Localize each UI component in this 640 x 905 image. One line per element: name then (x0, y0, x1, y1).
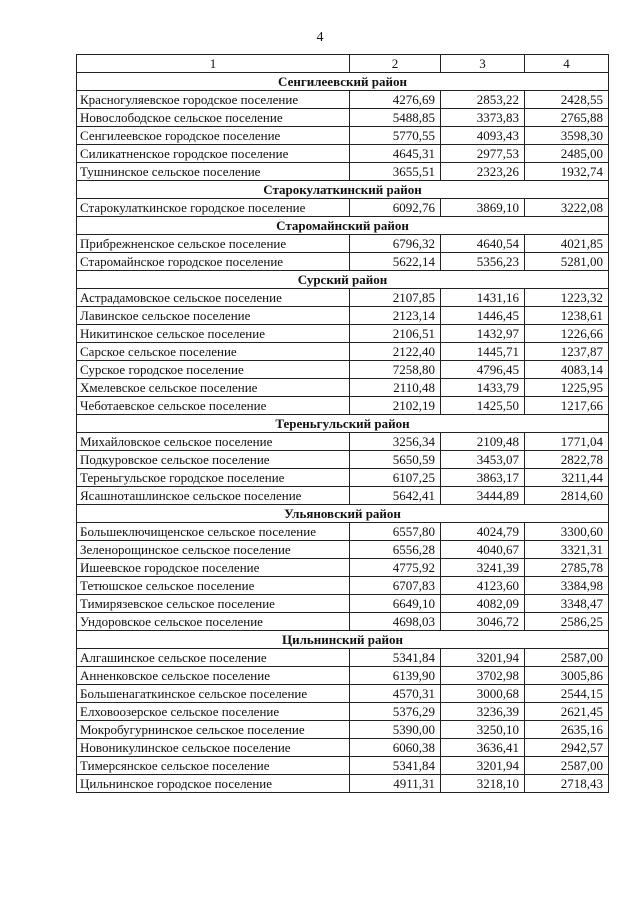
value-cell: 3236,39 (441, 703, 525, 721)
table-row (77, 613, 609, 631)
settlement-name-cell: Тимерсянское сельское поселение (77, 757, 350, 775)
value-cell: 3201,94 (441, 757, 525, 775)
district-header-row (77, 415, 609, 433)
table-header-row (77, 55, 609, 73)
value-cell: 6092,76 (350, 199, 441, 217)
column-header: 1 (77, 55, 350, 73)
value-cell: 2544,15 (525, 685, 609, 703)
value-cell: 2109,48 (441, 433, 525, 451)
table-row (77, 397, 609, 415)
value-cell: 3636,41 (441, 739, 525, 757)
value-cell: 4640,54 (441, 235, 525, 253)
value-cell: 3222,08 (525, 199, 609, 217)
value-cell: 5488,85 (350, 109, 441, 127)
value-cell: 5341,84 (350, 757, 441, 775)
table-row (77, 559, 609, 577)
value-cell: 3211,44 (525, 469, 609, 487)
value-cell: 4570,31 (350, 685, 441, 703)
table-row (77, 721, 609, 739)
value-cell: 3201,94 (441, 649, 525, 667)
value-cell: 2977,53 (441, 145, 525, 163)
settlement-name-cell: Тимирязевское сельское поселение (77, 595, 350, 613)
value-cell: 3373,83 (441, 109, 525, 127)
district-header-row (77, 271, 609, 289)
value-cell: 1433,79 (441, 379, 525, 397)
table-row (77, 703, 609, 721)
table-row (77, 541, 609, 559)
settlement-name-cell: Зеленорощинское сельское поселение (77, 541, 350, 559)
settlement-name-cell: Астрадамовское сельское поселение (77, 289, 350, 307)
table-row (77, 739, 609, 757)
settlement-name-cell: Большеключищенское сельское поселение (77, 523, 350, 541)
value-cell: 2853,22 (441, 91, 525, 109)
value-cell: 2110,48 (350, 379, 441, 397)
value-cell: 1226,66 (525, 325, 609, 343)
value-cell: 6649,10 (350, 595, 441, 613)
value-cell: 6556,28 (350, 541, 441, 559)
value-cell: 1445,71 (441, 343, 525, 361)
value-cell: 4775,92 (350, 559, 441, 577)
value-cell: 3218,10 (441, 775, 525, 793)
settlement-name-cell: Тушнинское сельское поселение (77, 163, 350, 181)
district-header-row (77, 217, 609, 235)
value-cell: 5650,59 (350, 451, 441, 469)
value-cell: 5341,84 (350, 649, 441, 667)
table-row (77, 253, 609, 271)
value-cell: 3256,34 (350, 433, 441, 451)
value-cell: 2123,14 (350, 307, 441, 325)
table-row (77, 379, 609, 397)
value-cell: 1217,66 (525, 397, 609, 415)
value-cell: 3000,68 (441, 685, 525, 703)
settlement-name-cell: Чеботаевское сельское поселение (77, 397, 350, 415)
table-row (77, 451, 609, 469)
value-cell: 4796,45 (441, 361, 525, 379)
value-cell: 5390,00 (350, 721, 441, 739)
column-header: 4 (525, 55, 609, 73)
value-cell: 3046,72 (441, 613, 525, 631)
table-row (77, 595, 609, 613)
value-cell: 2718,43 (525, 775, 609, 793)
value-cell: 3702,98 (441, 667, 525, 685)
value-cell: 5356,23 (441, 253, 525, 271)
table-row (77, 145, 609, 163)
value-cell: 4645,31 (350, 145, 441, 163)
table-row (77, 523, 609, 541)
settlement-name-cell: Сурское городское поселение (77, 361, 350, 379)
table-row (77, 487, 609, 505)
value-cell: 2942,57 (525, 739, 609, 757)
value-cell: 1431,16 (441, 289, 525, 307)
value-cell: 2485,00 (525, 145, 609, 163)
value-cell: 3863,17 (441, 469, 525, 487)
value-cell: 2102,19 (350, 397, 441, 415)
value-cell: 4021,85 (525, 235, 609, 253)
settlement-name-cell: Ишеевское городское поселение (77, 559, 350, 577)
district-title: Цильнинский район (77, 631, 609, 649)
value-cell: 5770,55 (350, 127, 441, 145)
value-cell: 4024,79 (441, 523, 525, 541)
value-cell: 6060,38 (350, 739, 441, 757)
table-row (77, 307, 609, 325)
value-cell: 5622,14 (350, 253, 441, 271)
district-header-row (77, 73, 609, 91)
value-cell: 5642,41 (350, 487, 441, 505)
district-header-row (77, 181, 609, 199)
settlement-name-cell: Цильнинское городское поселение (77, 775, 350, 793)
value-cell: 2587,00 (525, 757, 609, 775)
district-title: Старокулаткинский район (77, 181, 609, 199)
value-cell: 3300,60 (525, 523, 609, 541)
value-cell: 3005,86 (525, 667, 609, 685)
value-cell: 1237,87 (525, 343, 609, 361)
district-title: Ульяновский район (77, 505, 609, 523)
settlement-name-cell: Алгашинское сельское поселение (77, 649, 350, 667)
value-cell: 2106,51 (350, 325, 441, 343)
value-cell: 4082,09 (441, 595, 525, 613)
settlement-name-cell: Старокулаткинское городское поселение (77, 199, 350, 217)
value-cell: 2635,16 (525, 721, 609, 739)
table-row (77, 649, 609, 667)
value-cell: 3598,30 (525, 127, 609, 145)
value-cell: 6707,83 (350, 577, 441, 595)
settlement-name-cell: Елховоозерское сельское поселение (77, 703, 350, 721)
settlement-name-cell: Новоникулинское сельское поселение (77, 739, 350, 757)
settlement-name-cell: Новослободское сельское поселение (77, 109, 350, 127)
value-cell: 2323,26 (441, 163, 525, 181)
value-cell: 2814,60 (525, 487, 609, 505)
value-cell: 3453,07 (441, 451, 525, 469)
value-cell: 5281,00 (525, 253, 609, 271)
settlement-name-cell: Лавинское сельское поселение (77, 307, 350, 325)
value-cell: 7258,80 (350, 361, 441, 379)
value-cell: 3321,31 (525, 541, 609, 559)
settlement-name-cell: Большенагаткинское сельское поселение (77, 685, 350, 703)
data-table (76, 54, 609, 793)
column-header: 3 (441, 55, 525, 73)
settlement-name-cell: Тереньгульское городское поселение (77, 469, 350, 487)
value-cell: 2586,25 (525, 613, 609, 631)
settlement-name-cell: Хмелевское сельское поселение (77, 379, 350, 397)
value-cell: 2122,40 (350, 343, 441, 361)
table-row (77, 91, 609, 109)
value-cell: 4276,69 (350, 91, 441, 109)
value-cell: 4123,60 (441, 577, 525, 595)
district-header-row (77, 631, 609, 649)
table-row (77, 433, 609, 451)
table-row (77, 289, 609, 307)
settlement-name-cell: Подкуровское сельское поселение (77, 451, 350, 469)
value-cell: 6107,25 (350, 469, 441, 487)
value-cell: 6139,90 (350, 667, 441, 685)
value-cell: 4093,43 (441, 127, 525, 145)
value-cell: 1225,95 (525, 379, 609, 397)
district-title: Старомайнский район (77, 217, 609, 235)
value-cell: 1223,32 (525, 289, 609, 307)
settlement-name-cell: Сарское сельское поселение (77, 343, 350, 361)
settlement-name-cell: Старомайнское городское поселение (77, 253, 350, 271)
table-row (77, 577, 609, 595)
value-cell: 2107,85 (350, 289, 441, 307)
settlement-name-cell: Анненковское сельское поселение (77, 667, 350, 685)
value-cell: 6796,32 (350, 235, 441, 253)
table-row (77, 325, 609, 343)
value-cell: 2765,88 (525, 109, 609, 127)
district-title: Сенгилеевский район (77, 73, 609, 91)
table-row (77, 235, 609, 253)
settlement-name-cell: Никитинское сельское поселение (77, 325, 350, 343)
table-row (77, 109, 609, 127)
value-cell: 1238,61 (525, 307, 609, 325)
settlement-name-cell: Красногуляевское городское поселение (77, 91, 350, 109)
table-row (77, 757, 609, 775)
district-title: Тереньгульский район (77, 415, 609, 433)
settlement-name-cell: Мокробугурнинское сельское поселение (77, 721, 350, 739)
table-row (77, 361, 609, 379)
value-cell: 3348,47 (525, 595, 609, 613)
value-cell: 3655,51 (350, 163, 441, 181)
value-cell: 3444,89 (441, 487, 525, 505)
value-cell: 2428,55 (525, 91, 609, 109)
settlement-name-cell: Силикатненское городское поселение (77, 145, 350, 163)
table-row (77, 775, 609, 793)
value-cell: 2621,45 (525, 703, 609, 721)
value-cell: 4698,03 (350, 613, 441, 631)
district-title: Сурский район (77, 271, 609, 289)
settlement-name-cell: Тетюшское сельское поселение (77, 577, 350, 595)
settlement-name-cell: Ундоровское сельское поселение (77, 613, 350, 631)
value-cell: 4911,31 (350, 775, 441, 793)
value-cell: 1432,97 (441, 325, 525, 343)
value-cell: 4040,67 (441, 541, 525, 559)
settlement-name-cell: Сенгилеевское городское поселение (77, 127, 350, 145)
settlement-name-cell: Михайловское сельское поселение (77, 433, 350, 451)
table-row (77, 127, 609, 145)
table-row (77, 469, 609, 487)
value-cell: 3384,98 (525, 577, 609, 595)
value-cell: 5376,29 (350, 703, 441, 721)
district-header-row (77, 505, 609, 523)
page-number: 4 (316, 30, 324, 45)
settlement-name-cell: Прибрежненское сельское поселение (77, 235, 350, 253)
value-cell: 2785,78 (525, 559, 609, 577)
value-cell: 1932,74 (525, 163, 609, 181)
settlement-name-cell: Ясашноташлинское сельское поселение (77, 487, 350, 505)
value-cell: 3869,10 (441, 199, 525, 217)
value-cell: 2587,00 (525, 649, 609, 667)
value-cell: 1771,04 (525, 433, 609, 451)
table-row (77, 685, 609, 703)
value-cell: 3241,39 (441, 559, 525, 577)
table-row (77, 343, 609, 361)
table-row (77, 199, 609, 217)
value-cell: 2822,78 (525, 451, 609, 469)
table-row (77, 163, 609, 181)
value-cell: 4083,14 (525, 361, 609, 379)
value-cell: 1425,50 (441, 397, 525, 415)
value-cell: 3250,10 (441, 721, 525, 739)
value-cell: 1446,45 (441, 307, 525, 325)
column-header: 2 (350, 55, 441, 73)
value-cell: 6557,80 (350, 523, 441, 541)
table-row (77, 667, 609, 685)
